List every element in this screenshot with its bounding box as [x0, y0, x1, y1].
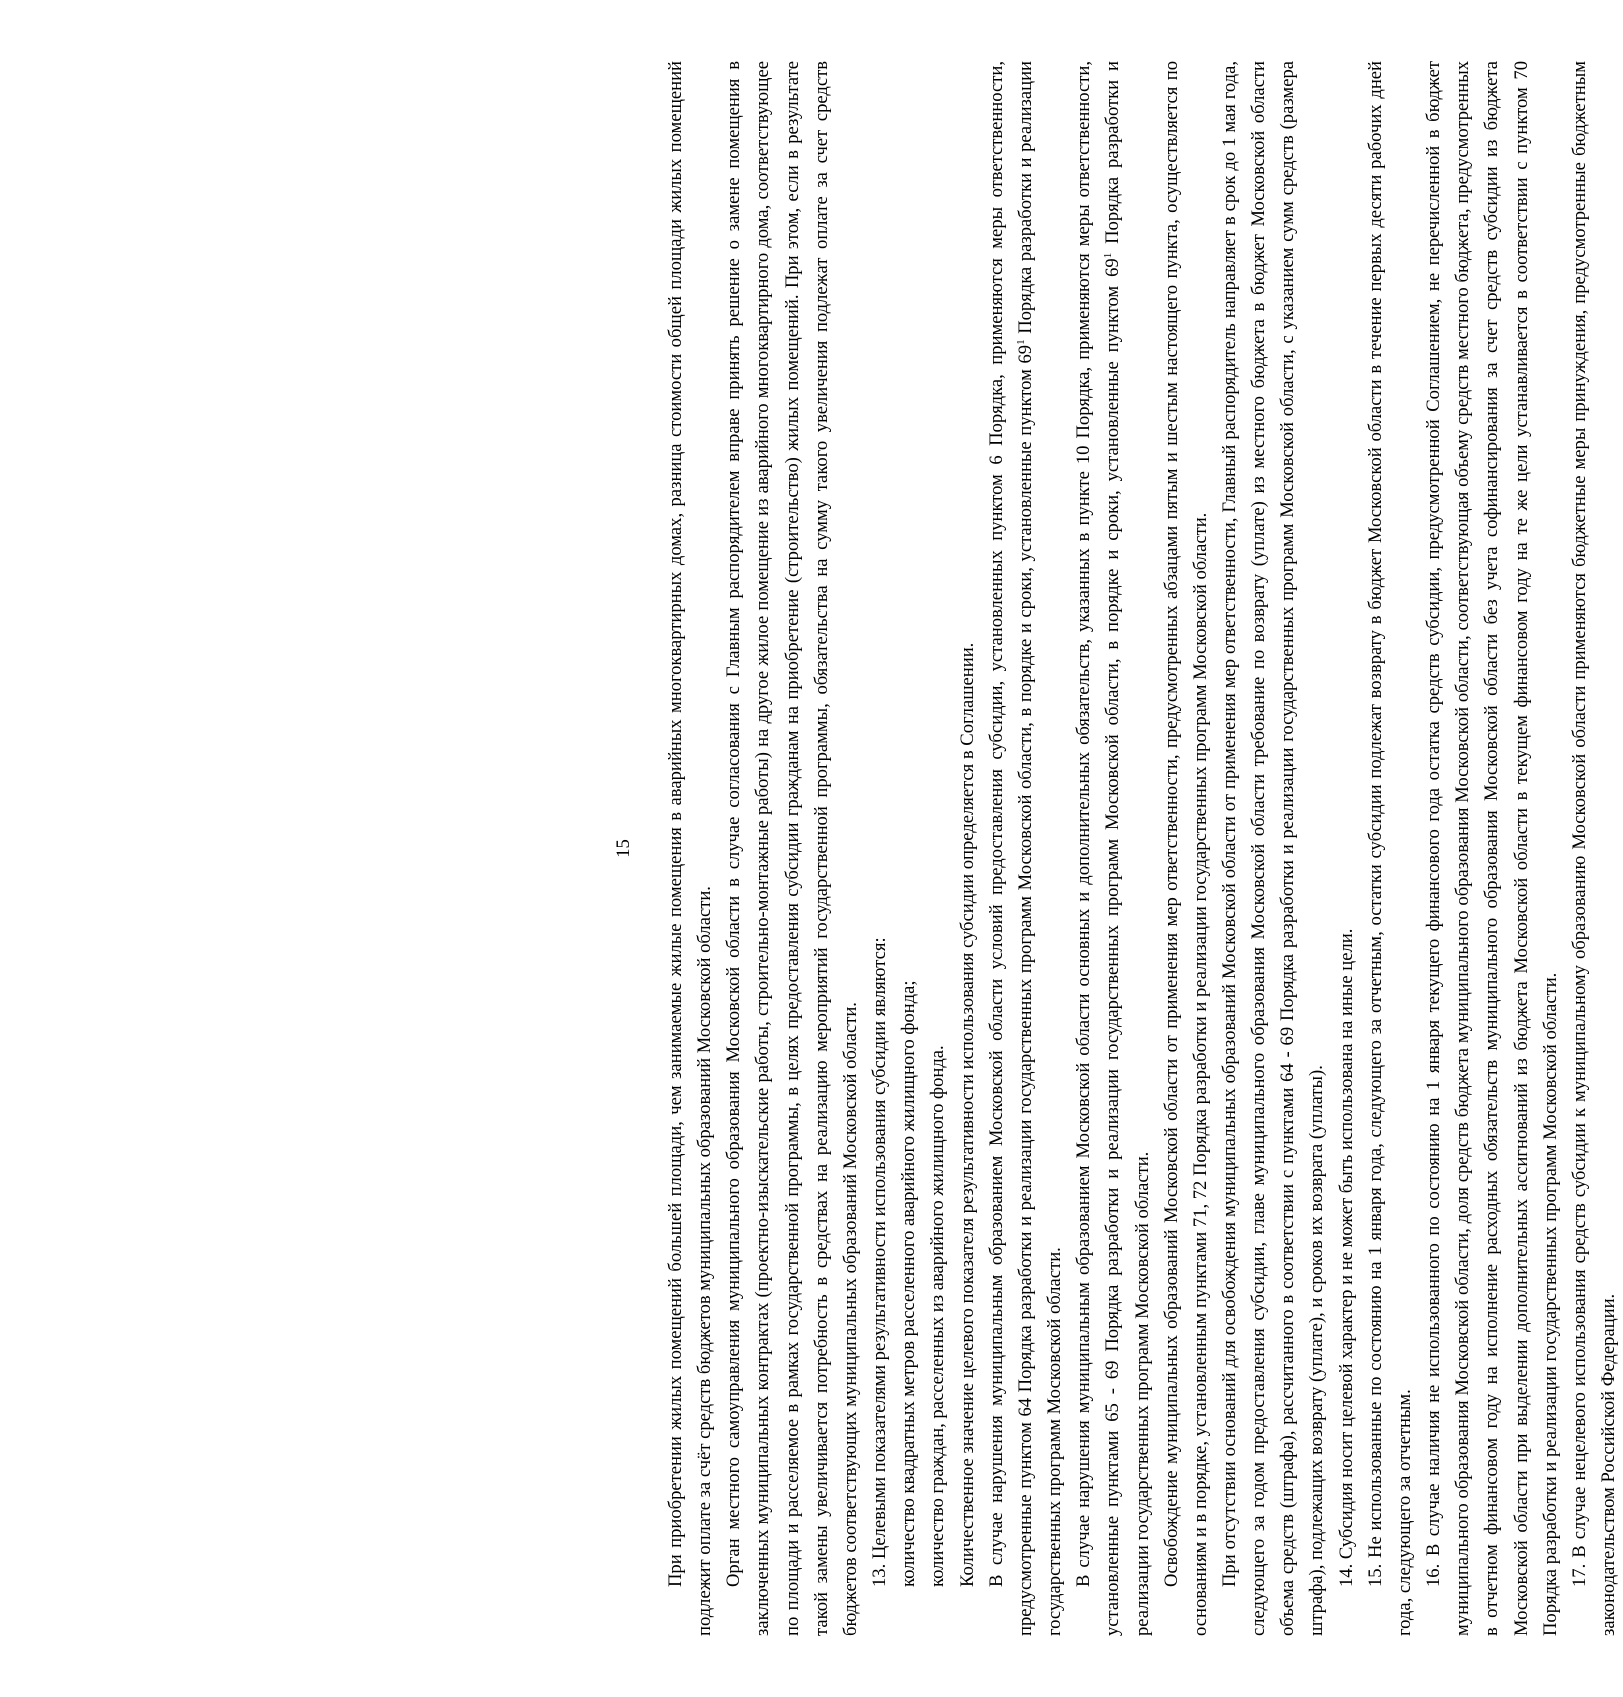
paragraph-14-purpose: 14. Субсидия носит целевой характер и не может быть использована на иные цели.: [1335, 928, 1357, 1587]
paragraph-16-remaining-funds: 16. В случае наличия не использованного по состоянию на 1 января текущего финансового года остатка средств субсидии, предусмотренной Соглашением, не перечисленной в бюджет муниципального образования Московской области, доля средств бюджета муниципального образования Московской области, соответствующая объему средств местного бюджета, предусмотренных в отчетном финансовом году на исполнение расходных обязательств муниципального образования Московской области без учета софинансирования за счет средств субсидии из бюджета Московской области при выделении дополнительных ассигнований из бюджета Московской области в текущем финансовом году на те же цели устанавливается в соответствии с пунктом 70 Порядка разработки и реализации государственных программ Московской области.: [1423, 61, 1561, 1636]
paragraph-violation-obligations-tail: Порядка разработки и реализации государственных программ Московской области.: [1102, 61, 1153, 1636]
paragraph-violation-conditions: [982, 61, 1069, 1636]
paragraph-purchase-larger-area: При приобретении жилых помещений большей площади, чем занимаемые жилые помещения в аварийных многоквартирных домах, разница стоимости общей площади жилых помещений подлежит оплате за счёт средств бюджетов муниципальных образований Московской области.: [665, 61, 716, 1636]
paragraph-violation-conditions-text: В случае нарушения муниципальным образованием Московской области условий предоставления субсидии, установленных пунктом 6 Порядка, применяются меры ответственности, предусмотренные пунктом 64 Порядка разработки и реализации государственных программ Московской области, в порядке и сроки, установленные пунктом 69: [985, 61, 1036, 1636]
paragraph-exemption: Освобождение муниципальных образований Московской области от применения мер ответственности, предусмотренных абзацами пятым и шестым настоящего пункта, осуществляется по основаниям и в порядке, установленным пунктами 71, 72 Порядка разработки и реализации государственных программ Московской области.: [1160, 61, 1211, 1636]
rotated-text-frame: [595, 60, 1619, 1636]
rotated-text-body: [595, 60, 1619, 1636]
paragraph-violation-conditions-tail: Порядка разработки и реализации государственных программ Московской области.: [1014, 60, 1066, 1636]
paragraph-indicator-square-meters: количество квадратных метров расселенного аварийного жилищного фонда;: [898, 980, 920, 1587]
paragraph-17-misuse: 17. В случае нецелевого использования средств субсидии к муниципальному образованию Московской области применяются бюджетные меры принуждения, предусмотренные бюджетным законодательством Российской Федерации.: [1568, 61, 1619, 1636]
paragraph-15-unused-balance: 15. Не использованные по состоянию на 1 января года, следующего за отчетным, остатки субсидии подлежат возврату в бюджет Московской области в течение первых десяти рабочих дней года, следующего за отчетным.: [1364, 61, 1415, 1636]
superscript-one: 1: [1014, 339, 1027, 345]
paragraph-violation-obligations: [1069, 61, 1156, 1636]
paragraph-13-target-indicators: 13. Целевыми показателями результативности использования субсидии являются:: [869, 937, 891, 1587]
superscript-one: 1: [1102, 252, 1115, 259]
paragraph-indicator-citizens: количество граждан, расселенных из аварийного жилищного фонда.: [927, 1045, 949, 1587]
paragraph-replacement-decision: Орган местного самоуправления муниципального образования Московской области в случае согласования с Главным распорядителем вправе принять решение о замене помещения в заключенных муниципальных контрактах (проектно-изыскательские работы, строительно-монтажные работы) на другое жилое помещение из аварийного многоквартирного дома, соответствующее по площади и расселяемое в рамках государственной программы, в целях предоставления субсидии гражданам на приобретение (строительство) жилых помещений. При этом, если в результате такой замены увеличивается потребность в средствах на реализацию мероприятий государственной программы, обязательства на сумму такого увеличения подлежат оплате за счет средств бюджетов соответствующих муниципальных образований Московской области.: [723, 61, 861, 1636]
paragraph-no-exemption-grounds: При отсутствии оснований для освобождения муниципальных образований Московской области от применения мер ответственности, Главный распорядитель направляет в срок до 1 мая года, следующего за годом предоставления субсидии, главе муниципального образования Московской области требование по возврату (уплате) из местного бюджета в бюджет Московской области объема средств (штрафа), рассчитанного в соответствии с пунктами 64 - 69 Порядка разработки и реализации государственных программ Московской области, с указанием сумм средств (размера штрафа), подлежащих возврату (уплате), и сроков их возврата (уплаты).: [1218, 61, 1328, 1636]
paragraph-violation-obligations-text: В случае нарушения муниципальным образованием Московской области основных и дополнительных обязательств, указанных в пункте 10 Порядка, применяются меры ответственности, установленные пунктами 65 - 69 Порядка разработки и реализации государственных программ Московской области, в порядке и сроки, установленные пунктом 69: [1073, 61, 1124, 1636]
page-number: 15: [613, 839, 634, 858]
paragraph-indicator-value: Количественное значение целевого показателя результативности использования субсидии определяется в Соглашении.: [956, 642, 978, 1587]
